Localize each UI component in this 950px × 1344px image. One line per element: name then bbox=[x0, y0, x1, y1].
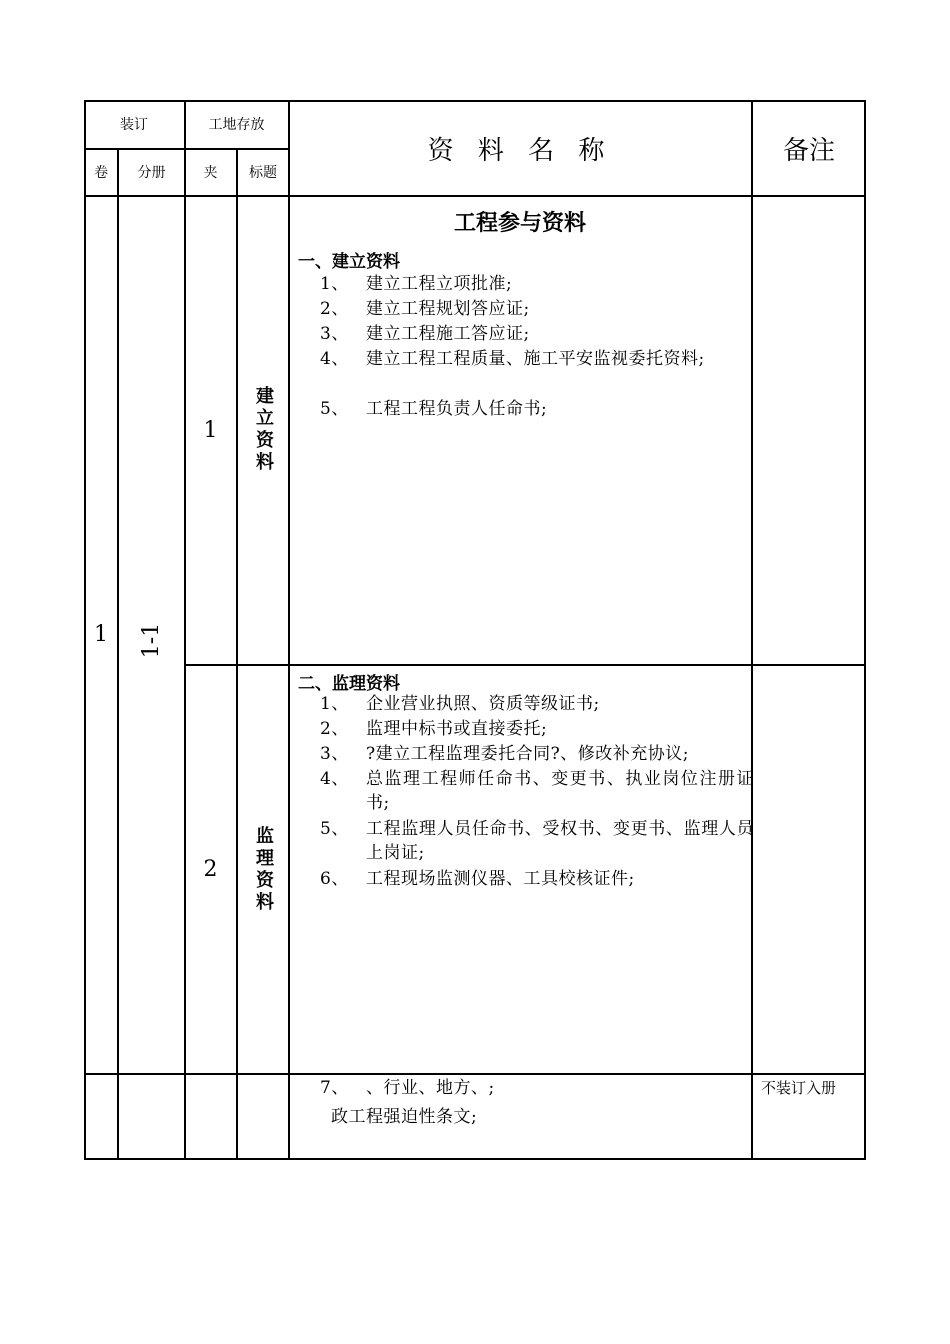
item-number: 4、 bbox=[320, 769, 349, 789]
section-label-2-cell bbox=[237, 810, 289, 930]
item-number: 7、 bbox=[320, 1078, 349, 1098]
item-number: 6、 bbox=[320, 869, 349, 889]
list-item bbox=[320, 692, 754, 716]
list-item bbox=[320, 272, 754, 296]
item-text: 工程监理人员任命书、受权书、变更书、监理人员上岗证; bbox=[366, 819, 754, 863]
folder-number-1: 1 bbox=[203, 418, 218, 443]
header-name-col: 资 料 名 称 bbox=[427, 136, 613, 166]
item-text: ?建立工程监理委托合同?、修改补充协议; bbox=[366, 744, 689, 764]
item-number: 3、 bbox=[320, 324, 349, 344]
item-text: 总监理工程师任命书、变更书、执业岗位注册证书; bbox=[366, 769, 754, 813]
item-text: 建立工程工程质量、施工平安监视委托资料; bbox=[366, 349, 705, 369]
item-text: 企业营业执照、资质等级证书; bbox=[366, 694, 600, 714]
main-title: 工程参与资料 bbox=[453, 210, 586, 236]
header-sub-volume: 分册 bbox=[137, 165, 166, 181]
item-text: 工程现场监测仪器、工具校核证件; bbox=[366, 869, 635, 889]
list-item bbox=[320, 867, 754, 891]
list-item bbox=[320, 297, 754, 321]
item-text: 建立工程规划答应证; bbox=[366, 299, 530, 319]
list-item bbox=[320, 347, 754, 397]
header-bottom-line bbox=[84, 195, 866, 197]
last-row-item bbox=[320, 1076, 754, 1100]
col-line-4 bbox=[288, 100, 290, 1160]
list-item bbox=[320, 817, 754, 867]
header-site-storage: 工地存放 bbox=[208, 117, 265, 133]
section-heading-1: 一、建立资料 bbox=[298, 252, 400, 272]
item-text: 建立工程施工答应证; bbox=[366, 324, 530, 344]
col-line-5 bbox=[751, 100, 753, 1160]
item-number: 2、 bbox=[320, 719, 349, 739]
last-row-top-line bbox=[84, 1073, 866, 1075]
item-number: 4、 bbox=[320, 349, 349, 369]
sub-volume-number: 1-1 bbox=[139, 622, 164, 658]
item-text: 、行业、地方、; bbox=[366, 1078, 495, 1098]
volume-number: 1 bbox=[94, 622, 108, 647]
border-bottom bbox=[84, 1158, 866, 1160]
section-label-1-cell bbox=[237, 370, 289, 490]
col-line-3 bbox=[236, 148, 238, 1160]
item-text: 工程工程负责人任命书; bbox=[366, 399, 548, 419]
item-number: 5、 bbox=[320, 399, 349, 419]
section-label-2: 监理资料 bbox=[253, 826, 274, 914]
header-volume: 卷 bbox=[94, 165, 108, 181]
border-top bbox=[84, 100, 866, 102]
item-text: 建立工程立项批准; bbox=[366, 274, 513, 294]
list-item bbox=[320, 742, 754, 766]
list-item bbox=[320, 767, 754, 817]
list-item bbox=[320, 717, 754, 741]
item-number: 1、 bbox=[320, 694, 349, 714]
last-row-remark: 不装订入册 bbox=[761, 1079, 837, 1097]
folder-number-2: 2 bbox=[203, 857, 218, 882]
header-binding: 装订 bbox=[120, 117, 148, 133]
section-label-1: 建立资料 bbox=[253, 386, 274, 474]
item-text: 监理中标书或直接委托; bbox=[366, 719, 548, 739]
document-table bbox=[84, 100, 866, 1160]
last-row-line-2: 政工程强迫性条文; bbox=[331, 1107, 478, 1127]
header-remarks-col: 备注 bbox=[782, 136, 835, 166]
item-number: 1、 bbox=[320, 274, 349, 294]
list-item bbox=[320, 397, 754, 421]
list-item bbox=[320, 322, 754, 346]
sub-volume-number-cell bbox=[118, 620, 185, 660]
item-number: 2、 bbox=[320, 299, 349, 319]
header-mid-line bbox=[84, 148, 289, 150]
header-title-col: 标题 bbox=[249, 165, 277, 181]
border-right bbox=[864, 100, 866, 1160]
header-folder: 夹 bbox=[203, 165, 218, 181]
item-number: 5、 bbox=[320, 819, 349, 839]
item-number: 3、 bbox=[320, 744, 349, 764]
section-heading-2: 二、监理资料 bbox=[298, 674, 400, 694]
